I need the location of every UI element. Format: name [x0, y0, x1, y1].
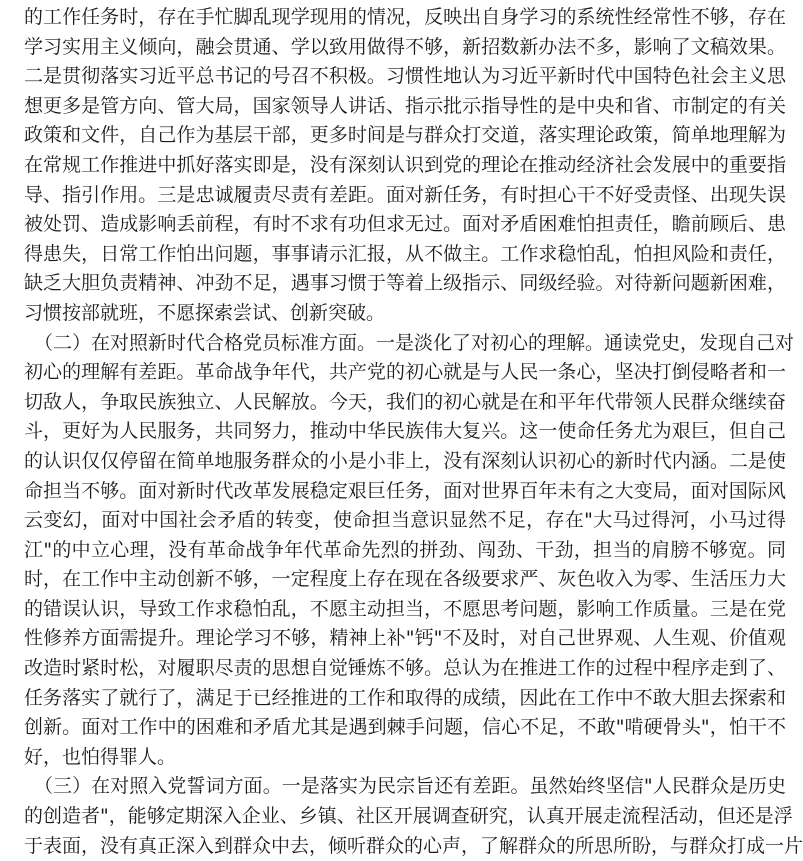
section-heading-line: （三）在对照入党誓词方面。一是落实为民宗旨还有差距。虽然始终坚信"人民群众是历史: [34, 775, 786, 798]
text-line: 学习实用主义倾向，融会贯通、学以致用做得不够，新招数新办法不多，影响了文稿效果。: [24, 35, 786, 58]
text-line: 切敌人，争取民族独立、人民解放。今天，我们的初心就是在和平年代带领人民群众继续奋: [24, 390, 786, 413]
section-heading-line: （二）在对照新时代合格党员标准方面。一是淡化了对初心的理解。通读党史，发现自己对: [34, 331, 795, 354]
text-line: 想更多是管方向、管大局，国家领导人讲话、指示批示指导性的是中央和省、市制定的有关: [24, 94, 786, 117]
text-line: 斗，更好为人民服务，共同努力，推动中华民族伟大复兴。这一使命任务尤为艰巨，但自己: [24, 420, 786, 443]
text-line: 政策和文件，自己作为基层干部，更多时间是与群众打交道，落实理论政策，简单地理解为: [24, 124, 786, 147]
text-line: 的错误认识，导致工作求稳怕乱，不愿主动担当，不愿思考问题，影响工作质量。三是在党: [24, 597, 786, 620]
text-line: 在常规工作推进中抓好落实即是，没有深刻认识到党的理论在推动经济社会发展中的重要指: [24, 153, 786, 176]
text-line: 的工作任务时，存在手忙脚乱现学现用的情况，反映出自身学习的系统性经常性不够，存在: [24, 6, 786, 28]
text-line: 云变幻，面对中国社会矛盾的转变，使命担当意识显然不足，存在"大马过得河，小马过得: [24, 509, 786, 532]
text-line: 性修养方面需提升。理论学习不够，精神上补"钙"不及时，对自己世界观、人生观、价值观: [24, 627, 786, 650]
text-line: 初心的理解有差距。革命战争年代，共产党的初心就是与人民一条心，坚决打倒侵略者和一: [24, 361, 786, 384]
text-line: 的认识仅仅停留在简单地服务群众的小是小非上，没有深刻认识初心的新时代内涵。二是使: [24, 449, 786, 472]
text-line: 时，在工作中主动创新不够，一定程度上存在现在各级要求严、灰色收入为零、生活压力大: [24, 568, 786, 591]
text-line: 改造时紧时松，对履职尽责的思想自觉锤炼不够。总认为在推进工作的过程中程序走到了、: [24, 657, 786, 680]
text-line: 二是贯彻落实习近平总书记的号召不积极。习惯性地认为习近平新时代中国特色社会主义思: [24, 65, 786, 88]
text-line: 被处罚、造成影响丢前程，有时不求有功但求无过。面对矛盾困难怕担责任，瞻前顾后、患: [24, 213, 786, 236]
document-body: [24, 3, 803, 857]
text-line: 得患失，日常工作怕出问题，事事请示汇报，从不做主。工作求稳怕乱，怕担风险和责任，: [24, 242, 786, 265]
text-line: 缺乏大胆负责精神、冲劲不足，遇事习惯于等着上级指示、同级经验。对待新问题新困难，: [24, 272, 786, 295]
text-line: 好，也怕得罪人。: [24, 745, 177, 768]
text-line: 命担当不够。面对新时代改革发展稳定艰巨任务，面对世界百年未有之大变局，面对国际风: [24, 479, 786, 502]
text-line: 创新。面对工作中的困难和矛盾尤其是遇到棘手问题，信心不足，不敢"啃硬骨头"，怕干不: [24, 716, 786, 739]
text-line: 导、指引作用。三是忠诚履责尽责有差距。面对新任务，有时担心干不好受责怪、出现失误: [24, 183, 786, 206]
text-line-partial: 于表面，没有真正深入到群众中去，倾听群众的心声，了解群众的所思所盼，与群众打成一片: [24, 834, 803, 857]
text-line: 任务落实了就行了，满足于已经推进的工作和取得的成绩，因此在工作中不敢大胆去探索和: [24, 686, 786, 709]
text-line: 江"的中立心理，没有革命战争年代革命先烈的拼劲、闯劲、干劲，担当的肩膀不够宽。同: [24, 538, 786, 561]
text-line: 的创造者"，能够定期深入企业、乡镇、社区开展调查研究，认真开展走流程活动，但还是浮: [24, 805, 793, 828]
text-line: 习惯按部就班，不愿探索尝试、创新突破。: [24, 301, 386, 324]
